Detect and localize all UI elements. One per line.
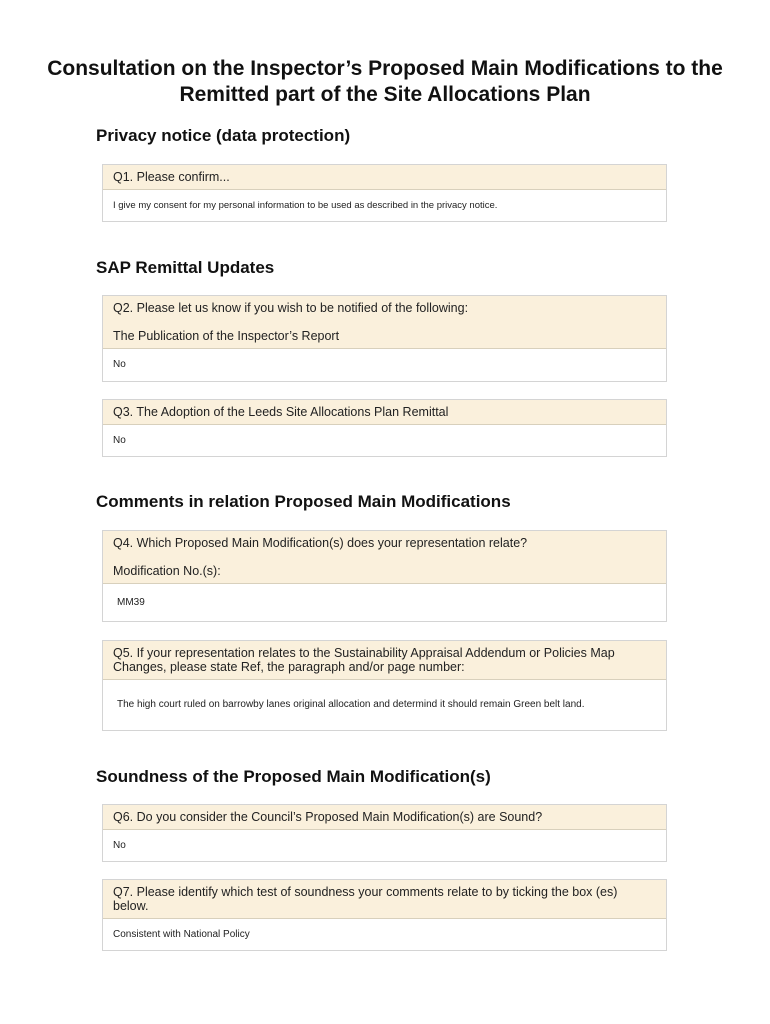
section-heading-privacy: Privacy notice (data protection) (96, 126, 351, 145)
question-box-q2 (102, 295, 667, 382)
question-q2-text: Q2. Please let us know if you wish to be notified of the following: (113, 301, 469, 315)
question-q4-text: Q4. Which Proposed Main Modification(s) does your representation relate? (113, 536, 528, 550)
question-box-q3 (102, 399, 667, 457)
question-q7: Q7. Please identify which test of soundness your comments relate to by ticking the box (es) below. (103, 880, 666, 919)
answer-q7: Consistent with National Policy (113, 929, 250, 940)
question-q5: Q5. If your representation relates to the Sustainability Appraisal Addendum or Policies Map Changes, please state Ref, the paragraph and/or page number: (103, 641, 666, 680)
question-q2-subtext: The Publication of the Inspector’s Report (113, 329, 340, 343)
question-q2 (103, 296, 666, 349)
question-q4-subtext: Modification No.(s): (113, 564, 221, 578)
section-heading-soundness: Soundness of the Proposed Main Modification(s) (96, 767, 491, 786)
question-q3: Q3. The Adoption of the Leeds Site Allocations Plan Remittal (103, 400, 666, 425)
answer-q2: No (113, 359, 126, 370)
answer-q1: I give my consent for my personal information to be used as described in the privacy notice. (113, 200, 498, 211)
answer-q4: MM39 (117, 596, 145, 608)
answer-q6: No (113, 840, 126, 851)
question-q1: Q1. Please confirm... (103, 165, 666, 190)
answer-q3: No (113, 435, 126, 446)
section-heading-comments: Comments in relation Proposed Main Modifications (96, 492, 511, 511)
question-box-q1 (102, 164, 667, 222)
question-box-q4 (102, 530, 667, 622)
question-q6: Q6. Do you consider the Council’s Proposed Main Modification(s) are Sound? (103, 805, 666, 830)
question-box-q6 (102, 804, 667, 862)
question-box-q7 (102, 879, 667, 951)
answer-q5: The high court ruled on barrowby lanes original allocation and determind it should remain Green belt land. (117, 699, 585, 710)
page-title (0, 56, 770, 108)
question-box-q5 (102, 640, 667, 731)
question-q4 (103, 531, 666, 584)
title-line-1: Consultation on the Inspector’s Proposed Main Modifications to the (47, 57, 723, 80)
section-heading-sap-remittal: SAP Remittal Updates (96, 258, 275, 277)
title-line-2: Remitted part of the Site Allocations Plan (179, 83, 591, 106)
